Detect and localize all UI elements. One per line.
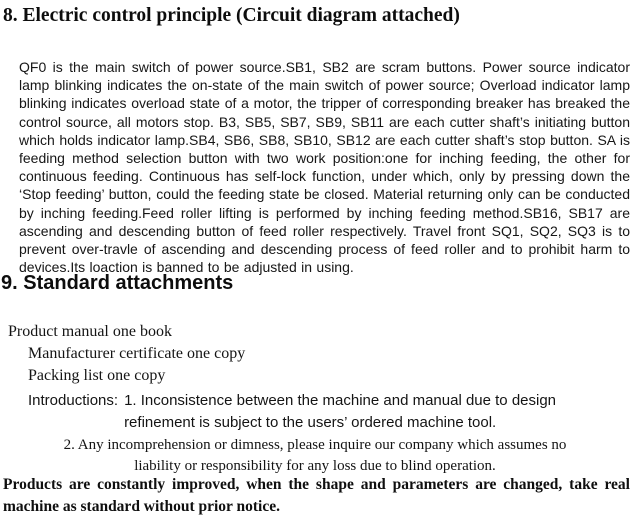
introduction-note-2-line-1: 2. Any incomprehension or dimness, please inquire our company which assumes no xyxy=(63,437,567,454)
section9-heading: 9. Standard attachments xyxy=(1,272,234,295)
introduction-note-1-line-1: 1. Inconsistence between the machine and manual due to design xyxy=(124,392,557,410)
manual-page xyxy=(0,4,634,529)
section8-body-paragraph: QF0 is the main switch of power source.SB1, SB2 are scram buttons. Power source indicator lamp blinking indicates the on-state of the main switch of power source; Overload indicator lamp blinking indicates overload state of a motor, the tripper of corresponding breaker has breaked the control source, all motors stop. B3, SB5, SB7, SB9, SB11 are each cutter shaft’s initiating button which holds indicator lamp.SB4, SB6, SB8, SB10, SB12 are each cutter shaft’s stop button. SA is feeding method selection button with two work position:one for inching feeding, the other for continuous feeding. Continuous has self-lock function, under which, only by pressing down the ‘Stop feeding’ button, could the feeding state be closed. Material returning only can be conducted by inching feeding.Feed roller lifting is performed by inching feeding method.SB16, SB17 are ascending and descending button of feed roller respectively. Travel front SQ1, SQ2, SQ3 is to prevent over-travle of ascending and descending process of feed roller and to prohibit harm to devices.Its loaction is banned to be adjusted in using. xyxy=(19,59,630,276)
product-change-notice xyxy=(3,474,630,518)
product-change-notice-line-2: machine as standard without prior notice. xyxy=(3,498,281,516)
introductions-label: Introductions: xyxy=(28,392,119,410)
attachment-item-packing-list: Packing list one copy xyxy=(28,367,166,385)
attachment-item-manufacturer-certificate: Manufacturer certificate one copy xyxy=(28,345,246,363)
introduction-note-1 xyxy=(124,390,556,433)
product-change-notice-line-1: Products are constantly improved, when the shape and parameters are changed, take real xyxy=(3,476,630,494)
introductions-row xyxy=(28,390,634,433)
section8-heading: 8. Electric control principle (Circuit diagram attached) xyxy=(3,5,460,26)
introduction-note-2-line-2: liability or responsibility for any loss due to blind operation. xyxy=(134,458,496,475)
attachment-list xyxy=(0,321,634,387)
attachment-item-product-manual: Product manual one book xyxy=(8,323,172,341)
introduction-note-1-line-2: refinement is subject to the users’ ordered machine tool. xyxy=(124,413,497,431)
introduction-note-2 xyxy=(0,435,630,477)
